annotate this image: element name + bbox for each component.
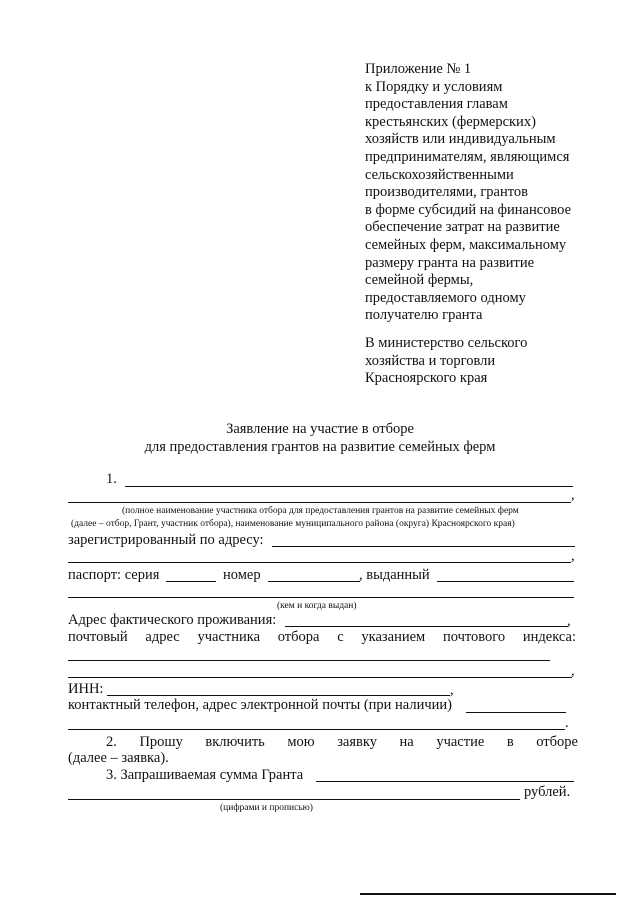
appendix-line: получателю гранта [365, 307, 483, 324]
comma: , [571, 548, 575, 564]
appendix-line: размеру гранта на развитие [365, 254, 535, 271]
postal-word: почтового [442, 629, 506, 645]
postal-word: указанием [361, 629, 426, 645]
item2-word: 2. [106, 734, 117, 750]
item2-word: Прошу [139, 734, 183, 750]
actual-address-field[interactable] [285, 626, 568, 627]
appendix-line: в форме субсидий на финансовое [365, 201, 572, 218]
passport-series-field[interactable] [166, 581, 216, 582]
item2-word: включить [205, 734, 265, 750]
appendix-header [365, 61, 615, 325]
appendix-line: семейной фермы, [365, 272, 474, 289]
postal-address-field-2[interactable] [68, 677, 572, 678]
item2-text [106, 734, 578, 751]
document-subtitle: для предоставления грантов на развитие семейных ферм [144, 439, 496, 455]
appendix-line: семейных ферм, максимальному [365, 236, 567, 253]
postal-address-field-1[interactable] [68, 660, 550, 661]
postal-word: почтовый [68, 629, 128, 645]
postal-word: отбора [277, 629, 320, 645]
comma: , [450, 682, 454, 698]
addressee-line: В министерство сельского [365, 335, 528, 351]
comma: , [571, 663, 575, 679]
contacts-label: контактный телефон, адрес электронной почты (при наличии) [68, 697, 453, 713]
contacts-field-2[interactable] [68, 729, 565, 730]
rubles-label: рублей. [524, 784, 571, 800]
item2-continuation: (далее – заявка). [68, 750, 169, 766]
item2-word: мою [287, 734, 315, 750]
appendix-line: предоставляемого одному [365, 289, 526, 306]
comma: , [571, 487, 575, 503]
appendix-line: Приложение № 1 [365, 61, 472, 77]
appendix-line: сельскохозяйственными [365, 166, 514, 183]
registered-address-field-1[interactable] [272, 546, 575, 547]
registered-address-field-2[interactable] [68, 562, 571, 563]
hint-amount: (цифрами и прописью) [220, 803, 313, 813]
item2-word: заявку [337, 734, 377, 750]
postal-word: индекса: [522, 629, 576, 645]
item2-word: отборе [536, 734, 578, 750]
hint-participant-name-cont: (далее – отбор, Грант, участник отбора), наименование муниципального района (округа) Красноярского края) [71, 519, 515, 529]
item3-label: 3. Запрашиваемая сумма Гранта [106, 767, 304, 783]
passport-number-label: номер [223, 567, 261, 583]
appendix-line: предоставления главам [365, 96, 508, 113]
passport-issued-label: , выданный [359, 567, 430, 583]
appendix-line: крестьянских (фермерских) [365, 113, 536, 130]
addressee-line: хозяйства и торговли [365, 352, 496, 369]
contacts-field-1[interactable] [466, 712, 566, 713]
appendix-line: к Порядку и условиям [365, 78, 503, 95]
postal-address-label [68, 629, 576, 646]
participant-name-field-1[interactable] [125, 486, 573, 487]
period: . [565, 715, 569, 731]
actual-address-label: Адрес фактического проживания: [68, 612, 277, 628]
passport-issued-field-2[interactable] [68, 597, 574, 598]
grant-amount-field-2[interactable] [68, 799, 520, 800]
participant-name-field-2[interactable] [68, 502, 571, 503]
comma: , [567, 613, 571, 629]
passport-number-field[interactable] [268, 581, 360, 582]
addressee-line: Красноярского края [365, 370, 488, 387]
hint-issued-by: (кем и когда выдан) [277, 601, 357, 611]
postal-word: участника [197, 629, 260, 645]
addressee-block [365, 335, 615, 388]
document-title: Заявление на участие в отборе [226, 421, 414, 437]
appendix-line: предпринимателям, являющимся [365, 148, 570, 165]
appendix-line: производителями, грантов [365, 184, 528, 201]
passport-issued-field-1[interactable] [437, 581, 574, 582]
passport-series-label: паспорт: серия [68, 567, 160, 583]
item2-word: участие [436, 734, 485, 750]
grant-amount-field-1[interactable] [316, 781, 574, 782]
appendix-line: обеспечение затрат на развитие [365, 219, 560, 236]
inn-label: ИНН: [68, 681, 104, 697]
footer-rule [360, 893, 616, 895]
appendix-line: хозяйств или индивидуальным [365, 131, 556, 148]
item1-number: 1. [106, 471, 117, 487]
inn-field[interactable] [107, 695, 450, 696]
item2-word: на [399, 734, 414, 750]
postal-word: с [337, 629, 344, 645]
registered-address-label: зарегистрированный по адресу: [68, 532, 264, 548]
postal-word: адрес [145, 629, 180, 645]
item2-word: в [506, 734, 514, 750]
hint-participant-name: (полное наименование участника отбора для предоставления грантов на развитие семейных ферм [122, 506, 519, 516]
